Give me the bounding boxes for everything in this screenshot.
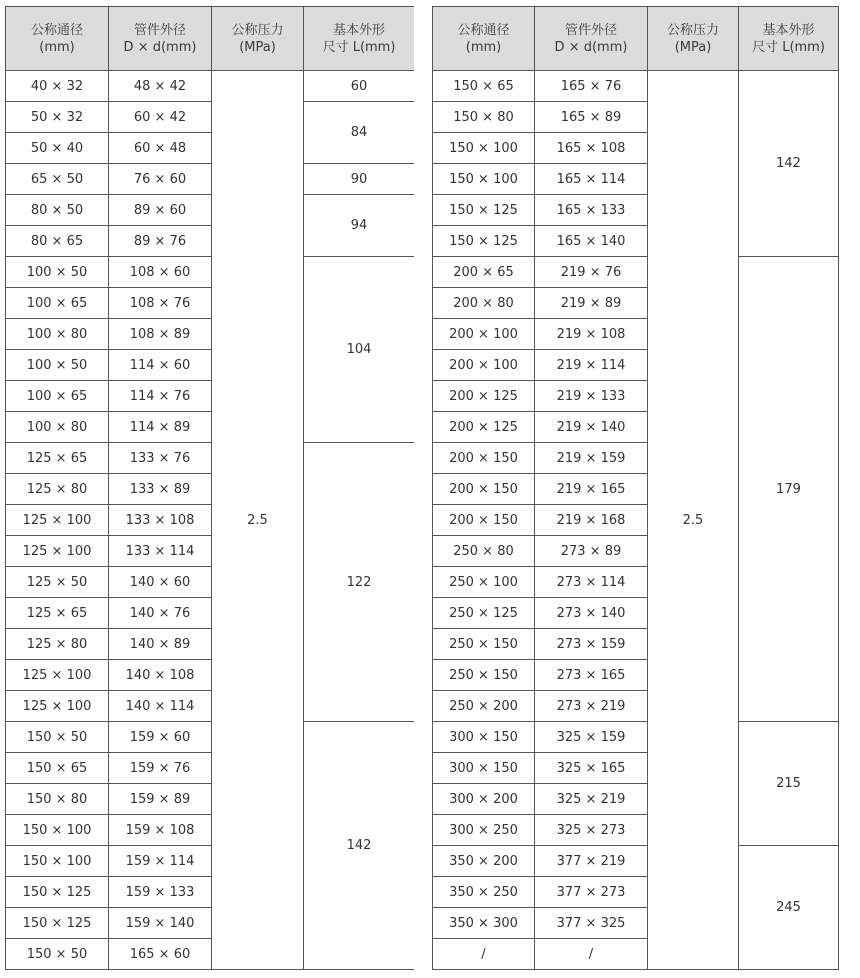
nominal-pressure-cell: 2.5 xyxy=(212,71,304,970)
outer-diameter-cell: 219 × 159 xyxy=(535,443,648,474)
outer-diameter-cell: 89 × 60 xyxy=(109,195,212,226)
header-unit: D × d(mm) xyxy=(554,39,628,55)
length-cell: 84 xyxy=(304,102,415,164)
outer-diameter-cell: 133 × 108 xyxy=(109,505,212,536)
outer-diameter-cell: 273 × 114 xyxy=(535,567,648,598)
nominal-diameter-cell: 125 × 65 xyxy=(6,443,109,474)
outer-diameter-cell: 165 × 114 xyxy=(535,164,648,195)
nominal-diameter-cell: 125 × 100 xyxy=(6,536,109,567)
length-cell: 104 xyxy=(304,257,415,443)
nominal-diameter-cell: 100 × 80 xyxy=(6,319,109,350)
header-nominal-diameter xyxy=(433,7,535,71)
nominal-diameter-cell: 300 × 200 xyxy=(433,784,535,815)
nominal-diameter-cell: 150 × 100 xyxy=(433,164,535,195)
nominal-diameter-cell: 125 × 100 xyxy=(6,660,109,691)
nominal-diameter-cell: 150 × 50 xyxy=(6,939,109,970)
outer-diameter-cell: 165 × 108 xyxy=(535,133,648,164)
header-length xyxy=(304,7,415,71)
outer-diameter-cell: 219 × 133 xyxy=(535,381,648,412)
header-nominal-pressure xyxy=(212,7,304,71)
header-unit: (mm) xyxy=(465,39,502,55)
header-text: 管件外径 xyxy=(133,22,186,38)
nominal-diameter-cell: 250 × 125 xyxy=(433,598,535,629)
header-unit: (MPa) xyxy=(239,39,276,55)
length-cell: 142 xyxy=(739,71,839,257)
outer-diameter-cell: 165 × 76 xyxy=(535,71,648,102)
outer-diameter-cell: 273 × 159 xyxy=(535,629,648,660)
header-text: 公称压力 xyxy=(231,22,284,38)
nominal-diameter-cell: / xyxy=(433,939,535,970)
table-row xyxy=(6,195,415,226)
outer-diameter-cell: 159 × 140 xyxy=(109,908,212,939)
outer-diameter-cell: / xyxy=(535,939,648,970)
outer-diameter-cell: 60 × 42 xyxy=(109,102,212,133)
outer-diameter-cell: 219 × 165 xyxy=(535,474,648,505)
length-cell: 215 xyxy=(739,722,839,846)
outer-diameter-cell: 89 × 76 xyxy=(109,226,212,257)
nominal-diameter-cell: 125 × 80 xyxy=(6,629,109,660)
outer-diameter-cell: 325 × 219 xyxy=(535,784,648,815)
nominal-diameter-cell: 250 × 150 xyxy=(433,629,535,660)
nominal-diameter-cell: 200 × 150 xyxy=(433,443,535,474)
outer-diameter-cell: 159 × 114 xyxy=(109,846,212,877)
outer-diameter-cell: 165 × 133 xyxy=(535,195,648,226)
header-length xyxy=(739,7,839,71)
nominal-diameter-cell: 300 × 150 xyxy=(433,722,535,753)
nominal-diameter-cell: 125 × 50 xyxy=(6,567,109,598)
outer-diameter-cell: 140 × 89 xyxy=(109,629,212,660)
outer-diameter-cell: 159 × 76 xyxy=(109,753,212,784)
nominal-diameter-cell: 40 × 32 xyxy=(6,71,109,102)
header-row xyxy=(433,7,839,71)
outer-diameter-cell: 377 × 273 xyxy=(535,877,648,908)
header-unit: (mm) xyxy=(39,39,75,55)
header-nominal-diameter xyxy=(6,7,109,71)
nominal-diameter-cell: 100 × 50 xyxy=(6,350,109,381)
outer-diameter-cell: 133 × 114 xyxy=(109,536,212,567)
left-spec-table xyxy=(5,6,415,970)
header-outer-diameter xyxy=(109,7,212,71)
nominal-diameter-cell: 150 × 125 xyxy=(433,226,535,257)
table-row xyxy=(6,722,415,753)
header-text: 管件外径 xyxy=(564,22,617,38)
outer-diameter-cell: 108 × 60 xyxy=(109,257,212,288)
header-text: 公称通径 xyxy=(457,22,510,38)
table-row xyxy=(433,846,839,877)
nominal-diameter-cell: 150 × 100 xyxy=(433,133,535,164)
outer-diameter-cell: 165 × 60 xyxy=(109,939,212,970)
outer-diameter-cell: 273 × 219 xyxy=(535,691,648,722)
nominal-diameter-cell: 150 × 80 xyxy=(6,784,109,815)
nominal-diameter-cell: 125 × 65 xyxy=(6,598,109,629)
nominal-diameter-cell: 350 × 250 xyxy=(433,877,535,908)
nominal-diameter-cell: 200 × 150 xyxy=(433,505,535,536)
header-text: 基本外形 xyxy=(332,22,385,38)
outer-diameter-cell: 114 × 60 xyxy=(109,350,212,381)
nominal-diameter-cell: 350 × 300 xyxy=(433,908,535,939)
nominal-diameter-cell: 350 × 200 xyxy=(433,846,535,877)
header-nominal-pressure xyxy=(648,7,739,71)
nominal-diameter-cell: 150 × 125 xyxy=(6,908,109,939)
outer-diameter-cell: 325 × 165 xyxy=(535,753,648,784)
outer-diameter-cell: 219 × 76 xyxy=(535,257,648,288)
header-outer-diameter xyxy=(535,7,648,71)
table-row xyxy=(433,71,839,102)
outer-diameter-cell: 159 × 60 xyxy=(109,722,212,753)
outer-diameter-cell: 159 × 133 xyxy=(109,877,212,908)
nominal-diameter-cell: 250 × 80 xyxy=(433,536,535,567)
outer-diameter-cell: 60 × 48 xyxy=(109,133,212,164)
nominal-diameter-cell: 200 × 125 xyxy=(433,412,535,443)
nominal-diameter-cell: 200 × 80 xyxy=(433,288,535,319)
length-cell: 179 xyxy=(739,257,839,722)
table-row xyxy=(6,257,415,288)
nominal-diameter-cell: 125 × 100 xyxy=(6,691,109,722)
nominal-diameter-cell: 150 × 80 xyxy=(433,102,535,133)
outer-diameter-cell: 140 × 108 xyxy=(109,660,212,691)
header-text: 基本外形 xyxy=(762,22,815,38)
nominal-diameter-cell: 100 × 80 xyxy=(6,412,109,443)
nominal-diameter-cell: 150 × 65 xyxy=(6,753,109,784)
header-row xyxy=(6,7,415,71)
outer-diameter-cell: 219 × 108 xyxy=(535,319,648,350)
table-row xyxy=(6,164,415,195)
outer-diameter-cell: 165 × 140 xyxy=(535,226,648,257)
nominal-diameter-cell: 150 × 65 xyxy=(433,71,535,102)
table-divider xyxy=(414,6,432,973)
right-spec-table xyxy=(432,6,839,970)
length-cell: 90 xyxy=(304,164,415,195)
outer-diameter-cell: 377 × 325 xyxy=(535,908,648,939)
header-unit: D × d(mm) xyxy=(123,39,197,55)
outer-diameter-cell: 219 × 168 xyxy=(535,505,648,536)
length-cell: 60 xyxy=(304,71,415,102)
nominal-diameter-cell: 100 × 65 xyxy=(6,288,109,319)
nominal-diameter-cell: 100 × 50 xyxy=(6,257,109,288)
nominal-diameter-cell: 250 × 200 xyxy=(433,691,535,722)
nominal-diameter-cell: 50 × 40 xyxy=(6,133,109,164)
nominal-diameter-cell: 65 × 50 xyxy=(6,164,109,195)
outer-diameter-cell: 377 × 219 xyxy=(535,846,648,877)
outer-diameter-cell: 140 × 76 xyxy=(109,598,212,629)
nominal-diameter-cell: 300 × 150 xyxy=(433,753,535,784)
nominal-diameter-cell: 80 × 50 xyxy=(6,195,109,226)
nominal-diameter-cell: 300 × 250 xyxy=(433,815,535,846)
nominal-diameter-cell: 125 × 80 xyxy=(6,474,109,505)
nominal-diameter-cell: 200 × 65 xyxy=(433,257,535,288)
outer-diameter-cell: 219 × 89 xyxy=(535,288,648,319)
outer-diameter-cell: 219 × 114 xyxy=(535,350,648,381)
outer-diameter-cell: 219 × 140 xyxy=(535,412,648,443)
outer-diameter-cell: 159 × 89 xyxy=(109,784,212,815)
nominal-diameter-cell: 200 × 125 xyxy=(433,381,535,412)
outer-diameter-cell: 273 × 165 xyxy=(535,660,648,691)
table-row xyxy=(433,257,839,288)
outer-diameter-cell: 325 × 159 xyxy=(535,722,648,753)
nominal-diameter-cell: 250 × 100 xyxy=(433,567,535,598)
nominal-diameter-cell: 50 × 32 xyxy=(6,102,109,133)
nominal-pressure-cell: 2.5 xyxy=(648,71,739,970)
length-cell: 142 xyxy=(304,722,415,970)
nominal-diameter-cell: 150 × 100 xyxy=(6,815,109,846)
nominal-diameter-cell: 200 × 100 xyxy=(433,319,535,350)
nominal-diameter-cell: 250 × 150 xyxy=(433,660,535,691)
nominal-diameter-cell: 150 × 125 xyxy=(6,877,109,908)
nominal-diameter-cell: 100 × 65 xyxy=(6,381,109,412)
outer-diameter-cell: 76 × 60 xyxy=(109,164,212,195)
table-row xyxy=(6,443,415,474)
nominal-diameter-cell: 80 × 65 xyxy=(6,226,109,257)
outer-diameter-cell: 108 × 76 xyxy=(109,288,212,319)
header-unit: 尺寸 L(mm) xyxy=(752,39,825,55)
outer-diameter-cell: 273 × 89 xyxy=(535,536,648,567)
outer-diameter-cell: 140 × 60 xyxy=(109,567,212,598)
outer-diameter-cell: 140 × 114 xyxy=(109,691,212,722)
outer-diameter-cell: 133 × 89 xyxy=(109,474,212,505)
outer-diameter-cell: 48 × 42 xyxy=(109,71,212,102)
length-cell: 94 xyxy=(304,195,415,257)
header-unit: (MPa) xyxy=(674,39,712,55)
nominal-diameter-cell: 125 × 100 xyxy=(6,505,109,536)
outer-diameter-cell: 273 × 140 xyxy=(535,598,648,629)
outer-diameter-cell: 114 × 76 xyxy=(109,381,212,412)
table-row xyxy=(433,722,839,753)
outer-diameter-cell: 114 × 89 xyxy=(109,412,212,443)
table-row xyxy=(6,102,415,133)
length-cell: 122 xyxy=(304,443,415,722)
header-text: 公称压力 xyxy=(666,22,719,38)
outer-diameter-cell: 165 × 89 xyxy=(535,102,648,133)
outer-diameter-cell: 159 × 108 xyxy=(109,815,212,846)
header-text: 公称通径 xyxy=(30,22,83,38)
table-row xyxy=(6,71,415,102)
header-unit: 尺寸 L(mm) xyxy=(322,39,396,55)
outer-diameter-cell: 108 × 89 xyxy=(109,319,212,350)
nominal-diameter-cell: 150 × 50 xyxy=(6,722,109,753)
length-cell: 245 xyxy=(739,846,839,970)
outer-diameter-cell: 325 × 273 xyxy=(535,815,648,846)
nominal-diameter-cell: 200 × 150 xyxy=(433,474,535,505)
nominal-diameter-cell: 150 × 100 xyxy=(6,846,109,877)
outer-diameter-cell: 133 × 76 xyxy=(109,443,212,474)
nominal-diameter-cell: 150 × 125 xyxy=(433,195,535,226)
nominal-diameter-cell: 200 × 100 xyxy=(433,350,535,381)
